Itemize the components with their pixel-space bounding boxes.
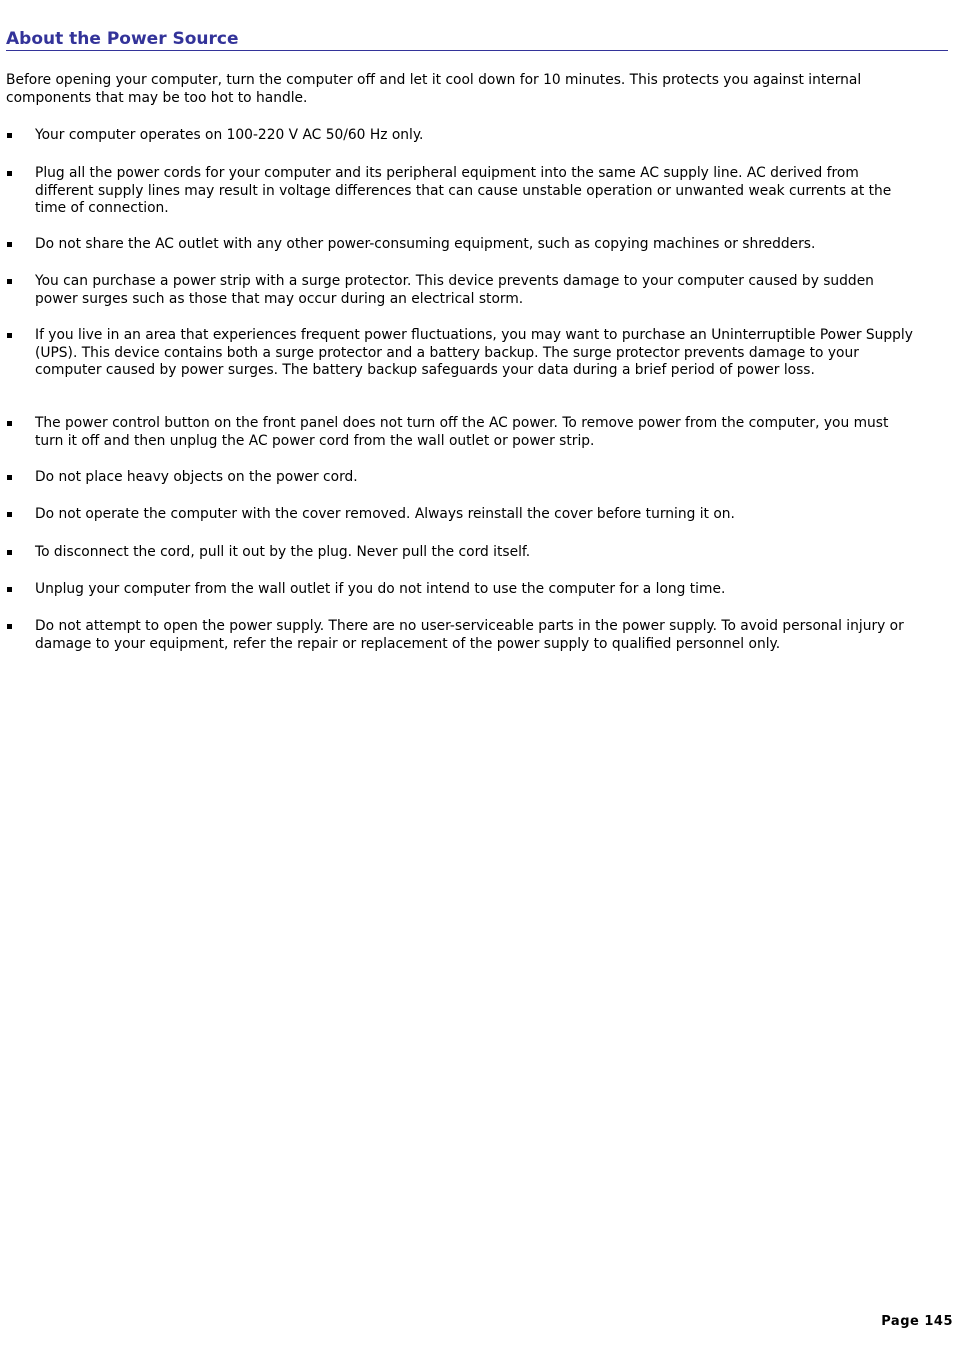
list-item: [6, 415, 906, 450]
list-item: [6, 127, 906, 145]
list-item: [6, 544, 906, 562]
list-item-text: To disconnect the cord, pull it out by the plug. Never pull the cord itself.: [35, 544, 531, 560]
square-bullet-icon: [7, 421, 12, 426]
square-bullet-icon: [7, 587, 12, 592]
square-bullet-icon: [7, 512, 12, 517]
list-item: [6, 165, 906, 218]
list-item-text: Your computer operates on 100-220 V AC 50/60 Hz only.: [35, 127, 424, 143]
list-item: [6, 618, 906, 653]
list-item-text: If you live in an area that experiences frequent power fluctuations, you may want to purchase an Uninterruptible Power Supply (UPS). This device contains both a surge protector and a battery backup. The surge protector prevents damage to your computer caused by power surges. The battery backup safeguards your data during a brief period of power loss.: [35, 327, 913, 378]
list-item: [6, 327, 913, 380]
square-bullet-icon: [7, 624, 12, 629]
square-bullet-icon: [7, 242, 12, 247]
list-item-text: Plug all the power cords for your computer and its peripheral equipment into the same AC supply line. AC derived from different supply lines may result in voltage differences that can cause unstable operation or unwanted weak currents at the time of connection.: [35, 165, 892, 216]
square-bullet-icon: [7, 475, 12, 480]
list-item: [6, 506, 906, 524]
list-item-text: Do not share the AC outlet with any other power-consuming equipment, such as copying machines or shredders.: [35, 236, 816, 252]
square-bullet-icon: [7, 550, 12, 555]
list-item-text: The power control button on the front panel does not turn off the AC power. To remove power from the computer, you must turn it off and then unplug the AC power cord from the wall outlet or power strip.: [35, 415, 889, 449]
square-bullet-icon: [7, 171, 12, 176]
list-item: [6, 469, 906, 487]
list-item-text: Do not attempt to open the power supply. There are no user-serviceable parts in the power supply. To avoid personal injury or damage to your equipment, refer the repair or replacement of the power supply to qualified personnel only.: [35, 618, 904, 652]
page-title: About the Power Source: [6, 29, 948, 51]
list-item-text: Do not operate the computer with the cover removed. Always reinstall the cover before turning it on.: [35, 506, 735, 522]
list-item: [6, 273, 906, 308]
list-item-text: Unplug your computer from the wall outlet if you do not intend to use the computer for a long time.: [35, 581, 726, 597]
intro-paragraph: Before opening your computer, turn the computer off and let it cool down for 10 minutes. This protects you against internal components that may be too hot to handle.: [6, 72, 862, 106]
square-bullet-icon: [7, 333, 12, 338]
list-item-text: You can purchase a power strip with a surge protector. This device prevents damage to your computer caused by sudden power surges such as those that may occur during an electrical storm.: [35, 273, 874, 307]
list-item: [6, 581, 906, 599]
list-item-text: Do not place heavy objects on the power cord.: [35, 469, 358, 485]
square-bullet-icon: [7, 279, 12, 284]
list-item: [6, 236, 906, 254]
square-bullet-icon: [7, 133, 12, 138]
page-number: Page 145: [881, 1314, 953, 1329]
